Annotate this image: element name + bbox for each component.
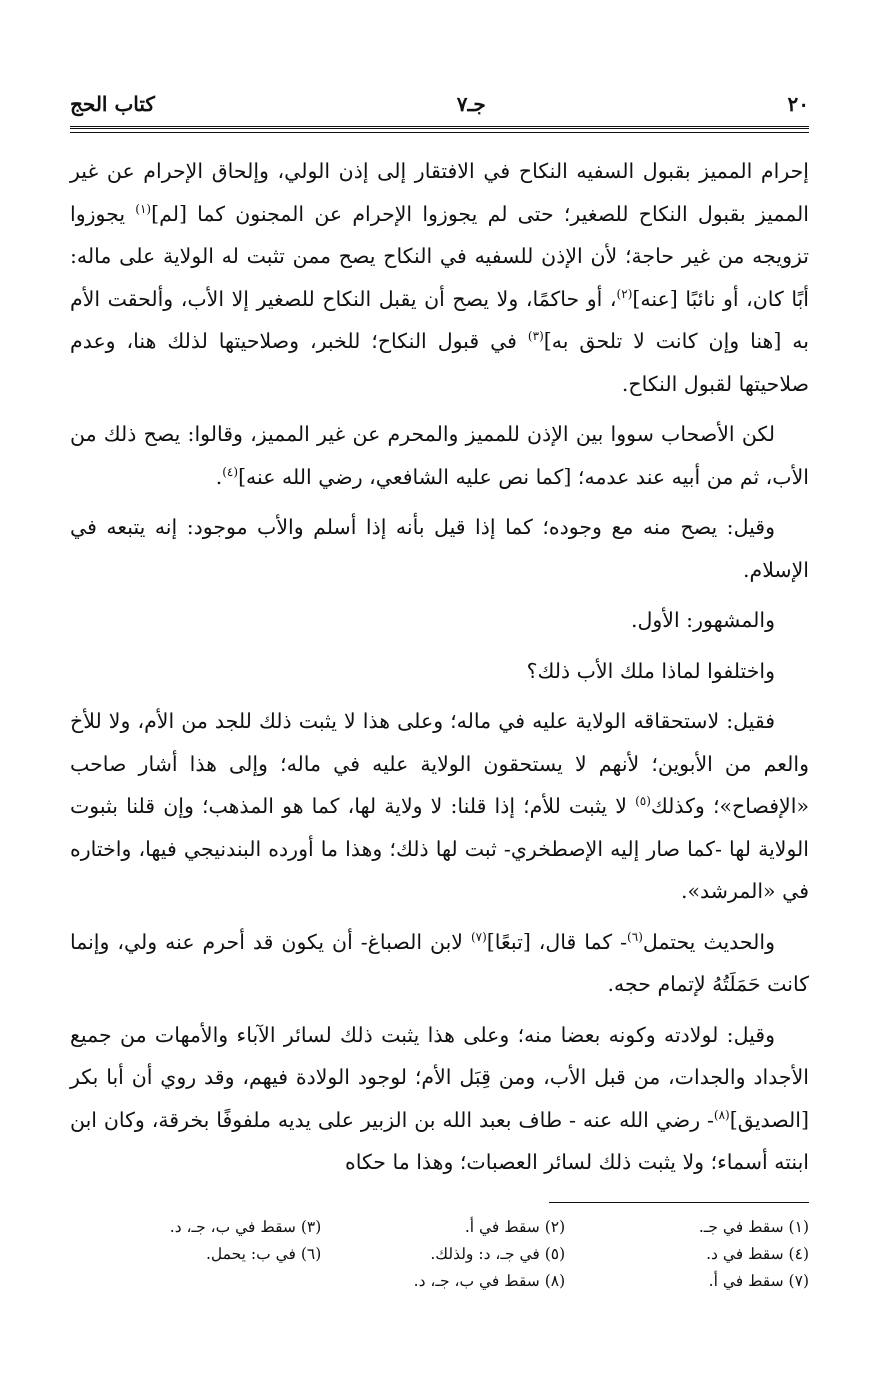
paragraph [70,413,809,498]
header-divider [70,126,809,133]
footnote [77,1268,321,1295]
text-run: يجوزوا تزويجه من غير حاجة؛ لأن الإذن للسفيه في النكاح يصح ممن تثبت له الولاية على ماله: أبًا كان، أو نائبًا [عنه] [70,201,809,311]
footnote-divider [549,1202,809,1203]
footnote-row [70,1268,809,1295]
footnote-ref: (٧) [470,929,487,944]
text-run: . [215,464,223,489]
footnote: (٧) سقط في أ. [708,1272,809,1290]
footnote-ref: (٦) [627,929,643,944]
paragraph: وقيل: يصح منه مع وجوده؛ كما إذا قيل بأنه إذا أسلم والأب موجود: إنه يتبعه في الإسلام. [70,515,809,582]
footnote: (٣) سقط في ب، جـ، د. [169,1218,322,1236]
text-run: والحديث يحتمل [642,929,776,954]
footnote: (٨) سقط في ب، جـ، د. [413,1272,566,1290]
volume-label: جـ٧ [456,92,486,116]
main-text [70,150,809,1192]
footnote: (٦) في ب: يحمل. [205,1245,322,1263]
paragraph [70,700,809,913]
footnote-ref: (٣) [527,329,544,344]
footnote-row [70,1241,809,1268]
text-run: وقيل: لولادته وكونه بعضا منه؛ وعلى هذا يثبت ذلك لسائر الآباء والأمهات من جميع الأجداد والجدات، من قبل الأب، ومن قِبَل الأم؛ لوجود الولادة فيهم، وقد روي أن أبا بكر [الصديق] [70,1022,809,1132]
footnote-ref: (٨) [713,1107,730,1122]
footnote-ref: (١) [135,201,152,216]
paragraph: واختلفوا لماذا ملك الأب ذلك؟ [526,658,775,683]
book-title: كتاب الحج [70,92,155,116]
footnote: (٥) في جـ، د: ولذلك. [430,1245,566,1263]
footnote-ref: (٥) [635,794,651,809]
text-run: لكن الأصحاب سووا بين الإذن للمميز والمحرم عن غير المميز، وقالوا: يصح ذلك من الأب، ثم من أبيه عند عدمه؛ [كما نص عليه الشافعي، رضي الله عنه] [70,422,809,489]
text-run: ، أو حاكمًا، ولا يصح أن يقبل النكاح للصغير إلا الأب، وألحقت الأم به [هنا وإن كانت لا تلحق به] [70,286,810,353]
footnote-ref: (٤) [222,464,239,479]
paragraph: والمشهور: الأول. [630,608,775,632]
footnote: (٢) سقط في أ. [464,1218,566,1236]
footnote-ref: (٢) [616,286,633,301]
page-header [70,84,809,124]
paragraph [70,921,809,1006]
footnote-row [70,1214,809,1241]
text-run: في قبول النكاح؛ للخبر، وصلاحيتها لذلك هنا، وعدم صلاحيتها لقبول النكاح. [70,329,809,396]
text-run: فقيل: لاستحقاقه الولاية عليه في ماله؛ وعلى هذا لا يثبت ذلك للجد من الأم، ولا للأخ والعم من الأبوين؛ لأنهم لا يستحقون الولاية عليه في ماله؛ وإلى هذا أشار صاحب «الإفصاح»؛ وكذلك [70,709,809,818]
footnote: (١) سقط في جـ. [698,1218,809,1236]
footnotes [70,1214,809,1295]
text-run: - رضي الله عنه - طاف بعبد الله بن الزبير على يديه ملفوفًا بخرقة، وكان ابن ابنته أسماء؛ ولا يثبت ذلك لسائر العصبات؛ وهذا ما حكاه [70,1107,809,1174]
paragraph [70,150,809,405]
text-run: - كما قال، [تبعًا] [486,929,628,954]
text-run: لا يثبت للأم؛ إذا قلنا: لا ولاية لها، كما هو المذهب؛ وإن قلنا بثبوت الولاية لها -كما صار إليه الإصطخري- ثبت لها ذلك؛ وهذا ما أورده البندنيجي فيها، واختاره في «المرشد». [70,794,809,903]
text-run: إحرام المميز بقبول السفيه النكاح في الافتقار إلى إذن الولي، وإلحاق الإحرام عن غير المميز بقبول النكاح للصغير؛ حتى لم يجوزوا الإحرام عن المجنون كما [لم] [70,159,810,226]
text-run: لابن الصباغ- أن يكون قد أحرم عنه ولي، وإنما كانت حَمَلَتُهُ لإتمام حجه. [70,929,809,996]
footnote: (٤) سقط في د. [706,1245,809,1263]
page-number: ٢٠ [787,92,809,116]
paragraph [70,1014,809,1184]
